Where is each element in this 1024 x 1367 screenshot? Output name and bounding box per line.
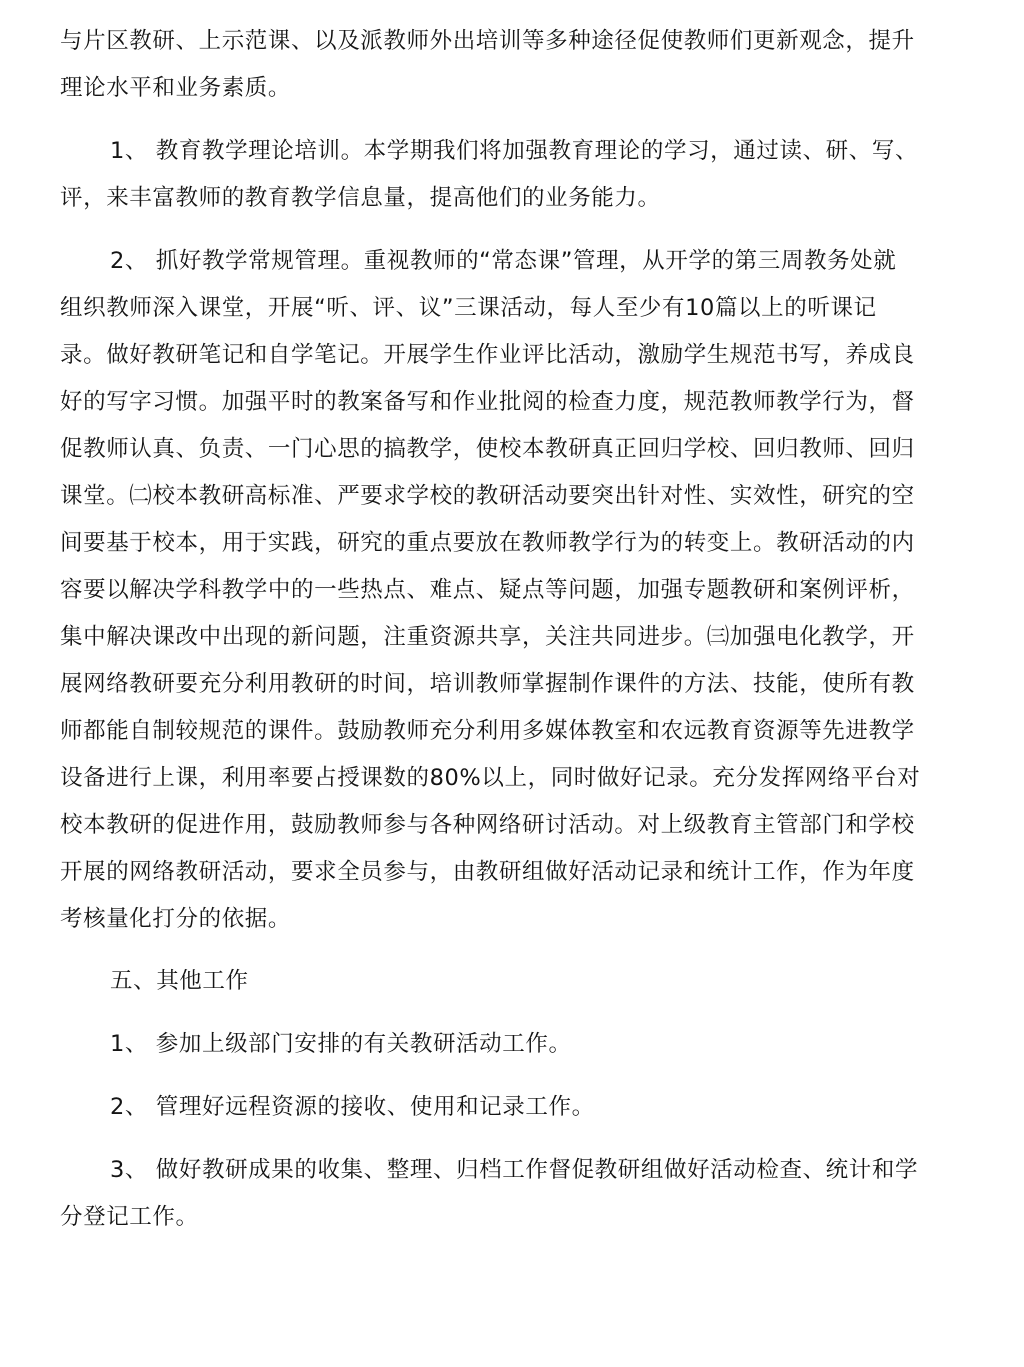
text-line: 容要以解决学科教学中的一些热点、难点、疑点等问题，加强专题教研和案例评析，	[60, 577, 915, 603]
paragraph-theory-training	[60, 128, 940, 222]
text-line: 设备进行上课，利用率要占授课数的80%以上，同时做好记录。充分发挥网络平台对	[60, 765, 921, 791]
text-line: 2、 管理好远程资源的接收、使用和记录工作。	[110, 1094, 595, 1120]
section-heading	[60, 958, 940, 1005]
text-line: 集中解决课改中出现的新问题，注重资源共享，关注共同进步。㈢加强电化教学，开	[60, 624, 915, 650]
text-line: 理论水平和业务素质。	[60, 75, 292, 101]
text-line: 1、 教育教学理论培训。本学期我们将加强教育理论的学习，通过读、研、写、	[110, 138, 919, 164]
text-line: 分登记工作。	[60, 1204, 199, 1230]
text-line: 展网络教研要充分利用教研的时间，培训教师掌握制作课件的方法、技能，使所有教	[60, 671, 915, 697]
text-line: 好的写字习惯。加强平时的教案备写和作业批阅的检查力度，规范教师教学行为，督	[60, 389, 915, 415]
text-line: 校本教研的促进作用，鼓励教师参与各种网络研讨活动。对上级教育主管部门和学校	[60, 812, 915, 838]
text-line: 1、 参加上级部门安排的有关教研活动工作。	[110, 1031, 572, 1057]
text-line: 考核量化打分的依据。	[60, 906, 292, 932]
text-line: 组织教师深入课堂，开展“听、评、议”三课活动，每人至少有10篇以上的听课记	[60, 295, 877, 321]
text-line: 课堂。㈡校本教研高标准、严要求学校的教研活动要突出针对性、实效性，研究的空	[60, 483, 915, 509]
text-line: 师都能自制较规范的课件。鼓励教师充分利用多媒体教室和农远教育资源等先进教学	[60, 718, 915, 744]
list-item	[60, 1021, 940, 1068]
list-item	[60, 1147, 940, 1241]
text-line: 间要基于校本，用于实践，研究的重点要放在教师教学行为的转变上。教研活动的内	[60, 530, 915, 556]
list-item	[60, 1084, 940, 1131]
text-line: 3、 做好教研成果的收集、整理、归档工作督促教研组做好活动检查、统计和学	[110, 1157, 919, 1183]
text-line: 2、 抓好教学常规管理。重视教师的“常态课”管理，从开学的第三周教务处就	[110, 248, 897, 274]
text-line: 开展的网络教研活动，要求全员参与，由教研组做好活动记录和统计工作，作为年度	[60, 859, 915, 885]
section-five-heading: 五、其他工作	[110, 968, 249, 994]
paragraph-intro-continuation	[60, 18, 940, 112]
text-line: 录。做好教研笔记和自学笔记。开展学生作业评比活动，激励学生规范书写，养成良	[60, 342, 915, 368]
text-line: 评，来丰富教师的教育教学信息量，提高他们的业务能力。	[60, 185, 661, 211]
text-line: 与片区教研、上示范课、以及派教师外出培训等多种途径促使教师们更新观念，提升	[60, 28, 915, 54]
paragraph-routine-management	[60, 238, 940, 943]
text-line: 促教师认真、负责、一门心思的搞教学，使校本教研真正回归学校、回归教师、回归	[60, 436, 915, 462]
